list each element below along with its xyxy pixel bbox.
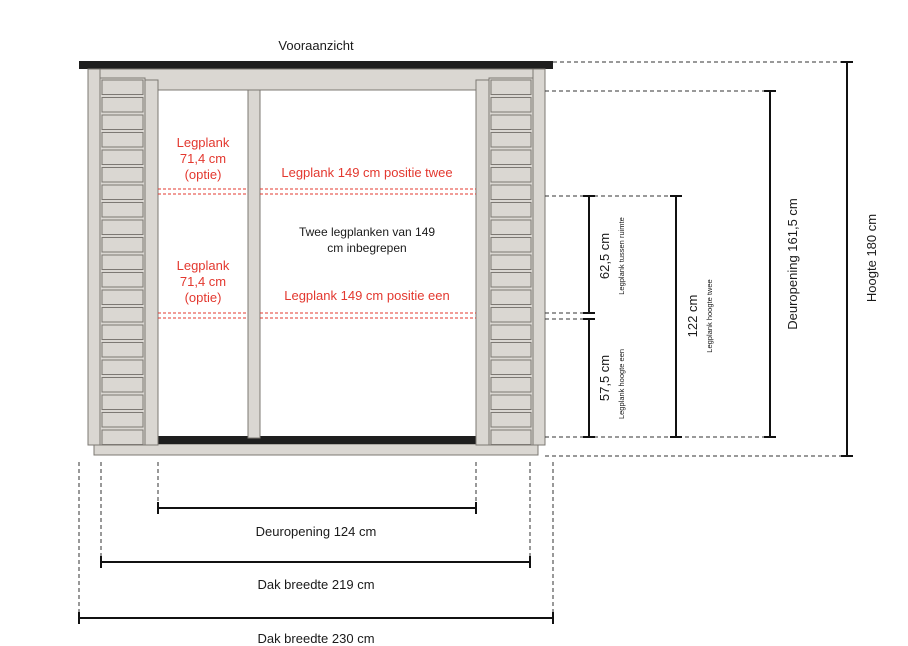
wood-slat [491,343,531,358]
between-sub: Legplank tussen ruimte [617,217,626,295]
horizontal-dimensions [79,502,553,624]
wood-slat [102,255,143,270]
wood-slat [491,360,531,375]
wood-slat [491,203,531,218]
wood-slat [491,238,531,253]
wood-slat [102,413,143,428]
wood-slat [102,343,143,358]
wood-slat [491,98,531,113]
base-plate [94,444,538,455]
wood-slat [102,150,143,165]
option-bottom-line2: 71,4 cm [179,274,227,289]
wood-slat [102,168,143,183]
wood-slat [102,98,143,113]
wood-slat [491,413,531,428]
wood-slat [102,220,143,235]
wood-slat [491,325,531,340]
shelf-one-height-sub: Legplank hoogte een [617,348,626,420]
option-top-line3: (optie) [184,167,222,182]
wood-slat [102,308,143,323]
wood-slat [102,115,143,130]
wood-slat [491,395,531,410]
shelf-one-height-label: 57,5 cm [597,354,612,402]
height-total-label: Hoogte 180 cm [864,213,879,303]
between-label: 62,5 cm [597,232,612,280]
option-bottom-line3: (optie) [184,290,222,305]
right-inner-post [476,80,489,445]
wood-slat [491,168,531,183]
wood-slat [491,220,531,235]
wood-slat [102,273,143,288]
wood-slat [491,255,531,270]
wood-slat [102,360,143,375]
wood-slat [102,290,143,305]
door-height-label: Deuropening 161,5 cm [785,198,800,330]
bottom-extension-lines [79,462,553,620]
wood-slat [491,80,531,95]
wood-slat [102,395,143,410]
shelf-two-label: Legplank 149 cm positie twee [281,165,453,180]
wood-slat [491,430,531,445]
right-slats [491,80,531,445]
wood-slat [491,290,531,305]
left-inner-post [145,80,158,445]
shelf-two-height-label: 122 cm [685,294,700,338]
right-extension-lines [545,62,852,456]
door-threshold [158,436,476,444]
option-bottom-line1: Legplank [176,258,230,273]
inner-note-line1: Twee legplanken van 149 [298,225,436,239]
wood-slat [491,273,531,288]
wood-slat [102,238,143,253]
option-top-line1: Legplank [176,135,230,150]
roof-width-inner-label: Dak breedte 219 cm [257,577,375,592]
door-width-label: Deuropening 124 cm [255,524,377,539]
option-top-line2: 71,4 cm [179,151,227,166]
roof [79,61,553,69]
shelf-two-height-sub: Legplank hoogte twee [705,279,714,353]
roof-width-outer-label: Dak breedte 230 cm [257,631,375,646]
wood-slat [102,133,143,148]
shelf-one-label: Legplank 149 cm positie een [284,288,450,303]
shed-structure [79,61,553,455]
wood-slat [491,308,531,323]
wood-slat [491,150,531,165]
middle-post [248,90,260,438]
wood-slat [491,378,531,393]
left-outer-post [88,69,100,445]
wood-slat [102,80,143,95]
wood-slat [102,430,143,445]
wood-slat [491,115,531,130]
wood-slat [102,185,143,200]
wood-slat [102,325,143,340]
wood-slat [102,378,143,393]
wood-slat [102,203,143,218]
diagram-title: Vooraanzicht [278,38,354,53]
right-outer-post [533,69,545,445]
wood-slat [491,185,531,200]
wood-slat [491,133,531,148]
left-slats [102,80,143,445]
inner-note-line2: cm inbegrepen [327,241,407,255]
